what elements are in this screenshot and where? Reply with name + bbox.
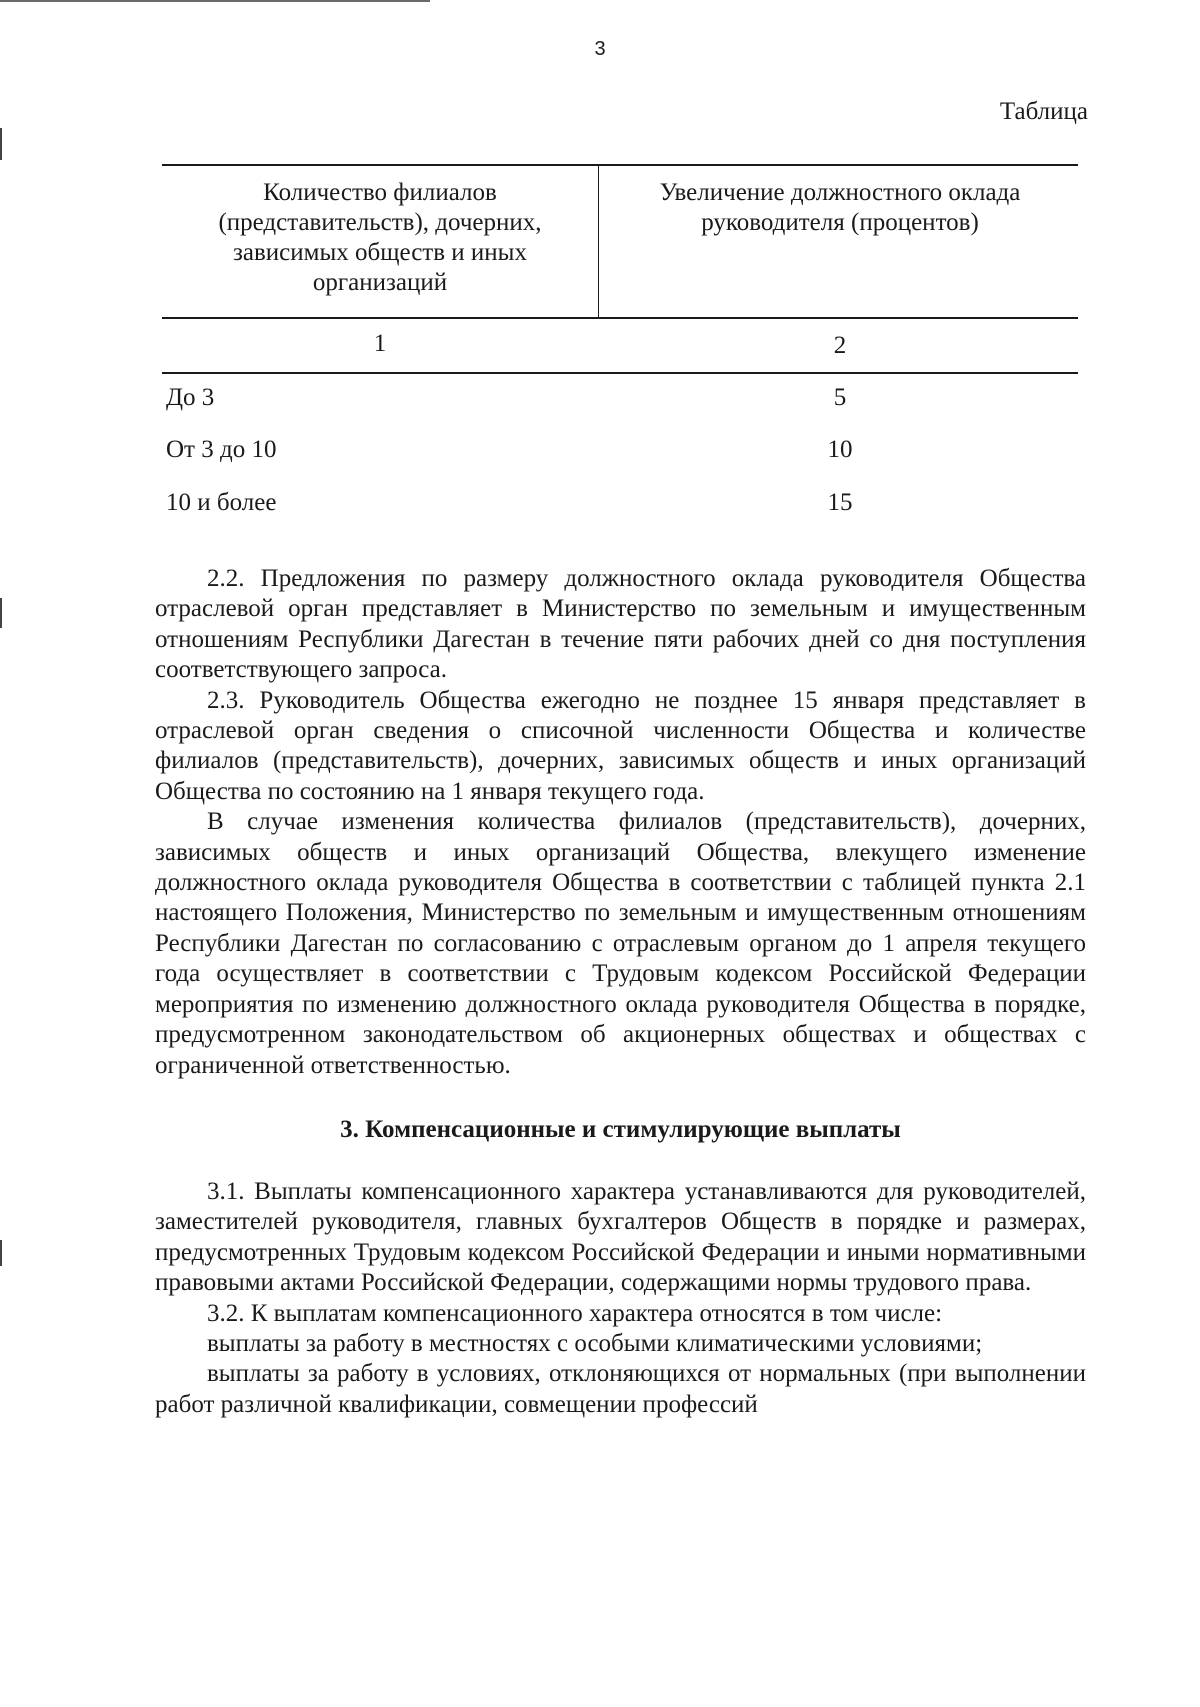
table-row [0,488,1200,518]
table-column-number: 1 [373,330,387,357]
scan-edge-mark [0,598,2,628]
paragraph-change: В случае изменения количества филиалов (представительств), дочерних, зависимых обществ и иных организаций Общества, влекущего изменение должностного оклада руководителя Общества в соответствии с таблицей пункта 2.1 настоящего Положения, Министерство по земельным и имущественным отношениям Республики Дагестан по согласованию с отраслевым органом до 1 апреля текущего года осуществляет в соответствии с Трудовым кодексом Российской Федерации мероприятия по изменению должностного оклада руководителя Общества в порядке, предусмотренном законодательством об акционерных обществах и обществах с ограниченной ответственностью. [155,808,1086,1079]
table-row [0,435,1200,465]
table-row [0,383,1200,413]
table-caption: Таблица [999,98,1088,125]
document-body [155,564,1086,1420]
scan-edge-top [0,0,430,2]
table-header-col1: Количество филиалов (представительств), дочерних, зависимых обществ и иных организаций [218,179,542,296]
table-cell-increase: 10 [827,436,853,463]
section-3-title: 3. Компенсационные и стимулирующие выплаты [340,1115,901,1143]
table-top-rule [162,164,1078,166]
table-cell-count: До 3 [166,384,215,411]
scan-edge-mark [0,128,2,160]
paragraph-2-2: 2.2. Предложения по размеру должностного оклада руководителя Общества отраслевой орган представляет в Министерство по земельным и имущественным отношениям Республики Дагестан в течение пяти рабочих дней со дня поступления соответствующего запроса. [155,565,1086,684]
table-header-rule [162,317,1078,319]
table-column-number: 2 [833,332,847,359]
table-header-col2: Увеличение должностного оклада руководителя (процентов) [659,179,1021,236]
scan-edge-mark [0,1240,2,1266]
table-numbers-rule [162,372,1078,374]
paragraph-2-3: 2.3. Руководитель Общества ежегодно не позднее 15 января представляет в отраслевой орган сведения о списочной численности Общества и количестве филиалов (представительств), дочерних, зависимых обществ и иных организаций Общества по состоянию на 1 января текущего года. [155,686,1086,805]
table-cell-count: 10 и более [166,489,277,516]
paragraph-3-2: 3.2. К выплатам компенсационного характера относятся в том числе: [207,1299,943,1327]
table-cell-count: От 3 до 10 [166,436,277,463]
paragraph-3-2-b: выплаты за работу в условиях, отклоняющихся от нормальных (при выполнении работ различной квалификации, совмещении профессий [155,1360,1086,1418]
paragraph-3-2-a: выплаты за работу в местностях с особыми климатическими условиями; [207,1329,983,1357]
table-cell-increase: 5 [833,384,847,411]
table-column-divider [598,165,599,318]
paragraph-3-1: 3.1. Выплаты компенсационного характера устанавливаются для руководителей, заместителей руководителя, главных бухгалтеров Обществ в порядке и размерах, предусмотренных Трудовым кодексом Российской Федерации и иными нормативными правовыми актами Российской Федерации, содержащими нормы трудового права. [155,1177,1086,1297]
page-number: 3 [594,38,606,60]
table-cell-increase: 15 [827,489,853,516]
